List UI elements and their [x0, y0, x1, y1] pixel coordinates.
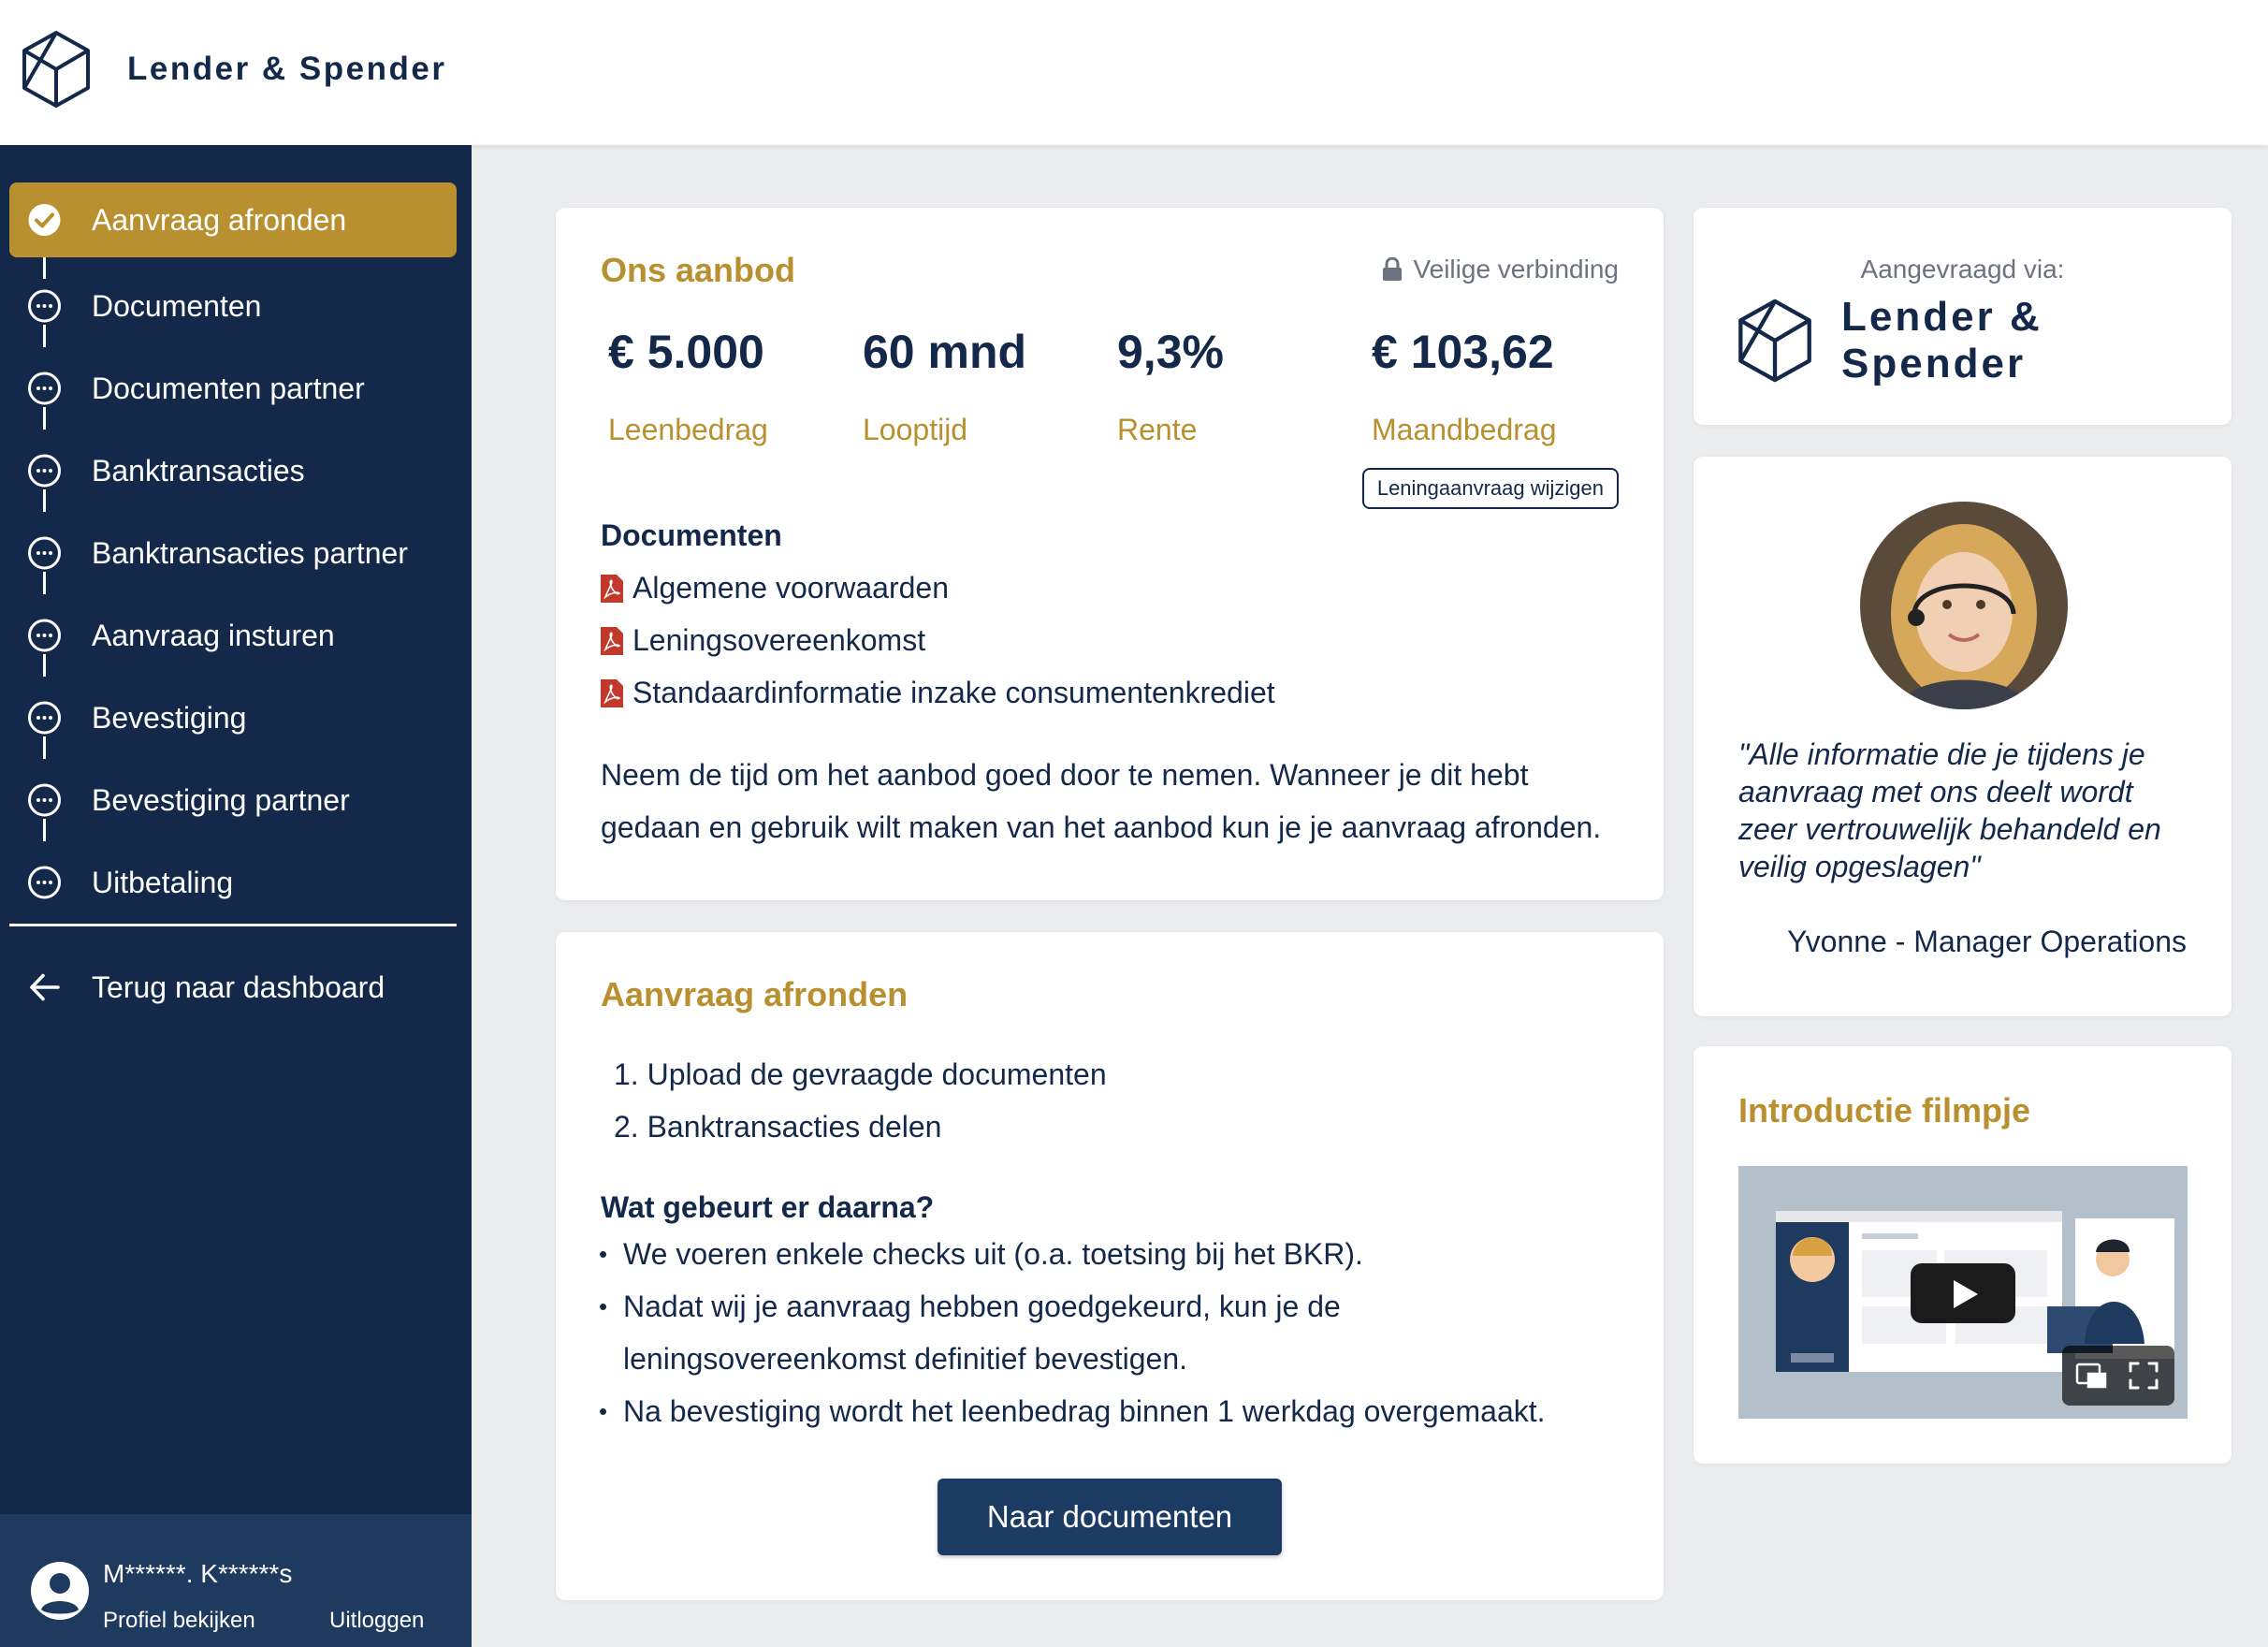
view-profile-link[interactable]: Profiel bekijken: [103, 1608, 255, 1633]
bullet-item: • Na bevestiging wordt het leenbedrag binnen 1 werkdag overgemaakt.: [623, 1385, 1615, 1437]
stat-label: Rente: [1117, 413, 1198, 446]
pending-dots-icon: [27, 866, 62, 900]
step-connector: [43, 407, 46, 430]
back-to-dashboard-link[interactable]: [9, 950, 457, 1025]
step-label: Bevestiging partner: [92, 782, 350, 817]
bullet-item: • We voeren enkele checks uit (o.a. toetsing bij het BKR).: [623, 1228, 1596, 1280]
pending-dots-icon: [27, 289, 62, 324]
step-aanvraag-afronden[interactable]: [9, 182, 457, 257]
step-label: Aanvraag insturen: [92, 618, 335, 652]
step-bevestiging[interactable]: [9, 677, 457, 759]
step-connector: [43, 489, 46, 512]
pending-dots-icon: [27, 536, 62, 571]
stat-monthly-amount: [1372, 325, 1556, 447]
stat-value: 9,3%: [1117, 326, 1224, 378]
document-label: Standaardinformatie inzake consumentenkrediet: [632, 676, 1275, 709]
pdf-icon: [601, 575, 623, 603]
brand[interactable]: [21, 30, 446, 109]
step-documenten-partner[interactable]: [9, 347, 457, 430]
stat-duration: [863, 325, 1026, 447]
pdf-icon: [601, 627, 623, 655]
bullet-item: • Nadat wij je aanvraag hebben goedgekeurd, kun je de leningsovereenkomst definitief bevestigen.: [623, 1280, 1428, 1385]
brand-logo-icon: [21, 30, 92, 109]
document-label: Leningsovereenkomst: [632, 623, 926, 657]
partner-brand-name: Lender & Spender: [1841, 294, 2043, 386]
intro-video-card: [1694, 1046, 2232, 1464]
quote-text: "Alle informatie die je tijdens je aanvraag met ons deelt wordt zeer vertrouwelijk behandeld en veilig opgeslagen": [1738, 737, 2161, 883]
stat-label: Leenbedrag: [608, 413, 768, 446]
offer-paragraph: Neem de tijd om het aanbod goed door te nemen. Wanneer je dit hebt gedaan en gebruik wilt maken van het aanbod kun je je aanvraag afronden.: [601, 758, 1602, 844]
arrow-left-icon: [27, 970, 62, 1005]
profile-name: M******. K******s: [103, 1559, 293, 1588]
stat-value: € 103,62: [1372, 326, 1554, 378]
secure-label: Veilige verbinding: [1413, 255, 1619, 284]
stat-label: Maandbedrag: [1372, 413, 1557, 446]
step-label: Documenten partner: [92, 371, 365, 405]
offer-title: Ons aanbod: [601, 251, 796, 289]
stat-value: € 5.000: [608, 326, 764, 378]
step-connector: [43, 325, 46, 347]
user-avatar-icon: [30, 1561, 90, 1621]
sidebar-divider: [9, 924, 457, 926]
offer-card: [556, 208, 1664, 900]
sidebar: [0, 145, 472, 1647]
finish-request-card: [556, 932, 1664, 1600]
step-uitbetaling[interactable]: [9, 841, 457, 924]
partner-brand: [1737, 294, 2232, 387]
step-label: Bevestiging: [92, 700, 247, 735]
step-connector: [43, 654, 46, 677]
quote-author: Yvonne - Manager Operations: [1787, 925, 2187, 958]
brand-name: Lender & Spender: [127, 51, 447, 87]
document-link[interactable]: [601, 571, 949, 605]
lock-icon: [1382, 257, 1403, 282]
stat-interest: [1117, 325, 1224, 447]
fullscreen-icon[interactable]: [2128, 1361, 2159, 1391]
back-label: Terug naar dashboard: [92, 969, 385, 1004]
pending-dots-icon: [27, 619, 62, 653]
stat-label: Looptijd: [863, 413, 968, 446]
step-connector: [43, 736, 46, 759]
secure-connection: [1382, 255, 1620, 284]
brand-logo-icon: [1737, 297, 1813, 385]
what-next-heading: Wat gebeurt er daarna?: [601, 1190, 935, 1224]
pending-dots-icon: [27, 701, 62, 736]
pdf-icon: [601, 679, 623, 707]
step-bevestiging-partner[interactable]: [9, 759, 457, 841]
picture-in-picture-icon[interactable]: [2075, 1361, 2107, 1391]
document-label: Algemene voorwaarden: [632, 571, 949, 605]
numbered-step: 2. Banktransacties delen: [614, 1110, 942, 1144]
step-banktransacties-partner[interactable]: [9, 512, 457, 594]
step-label: Banktransacties: [92, 453, 305, 488]
pending-dots-icon: [27, 372, 62, 406]
step-label: Uitbetaling: [92, 865, 234, 899]
top-header: [0, 0, 2268, 145]
step-documenten[interactable]: [9, 265, 457, 347]
requested-via-card: [1694, 208, 2232, 425]
employee-portrait-icon: [1860, 502, 2068, 709]
step-connector: [43, 572, 46, 594]
document-link[interactable]: [601, 676, 1275, 710]
finish-title: Aanvraag afronden: [601, 975, 909, 1013]
step-banktransacties[interactable]: [9, 430, 457, 512]
employee-photo: [1860, 502, 2068, 709]
check-circle-icon: [27, 203, 62, 238]
pending-dots-icon: [27, 454, 62, 488]
numbered-step: 1. Upload de gevraagde documenten: [614, 1057, 1107, 1091]
pending-dots-icon: [27, 783, 62, 818]
stat-loan-amount: [608, 325, 768, 447]
quote-card: [1694, 457, 2232, 1016]
step-connector: [43, 819, 46, 841]
video-player[interactable]: [1738, 1166, 2188, 1419]
logout-link[interactable]: Uitloggen: [329, 1608, 425, 1633]
documents-heading: Documenten: [601, 518, 782, 552]
play-icon[interactable]: [1911, 1263, 2015, 1323]
change-loan-request-button[interactable]: Leningaanvraag wijzigen: [1362, 468, 1619, 509]
video-title: Introductie filmpje: [1738, 1091, 2031, 1130]
step-label: Banktransacties partner: [92, 535, 408, 570]
progress-steps: [9, 182, 457, 924]
step-label: Aanvraag afronden: [92, 202, 347, 237]
profile-panel: [0, 1514, 472, 1647]
to-documents-button[interactable]: Naar documenten: [938, 1479, 1282, 1555]
video-controls: [2062, 1346, 2174, 1406]
step-aanvraag-insturen[interactable]: [9, 594, 457, 677]
document-link[interactable]: [601, 623, 925, 658]
step-connector: [43, 257, 46, 279]
requested-via-label: Aangevraagd via:: [1860, 255, 2065, 284]
stat-value: 60 mnd: [863, 326, 1027, 378]
step-label: Documenten: [92, 288, 262, 323]
